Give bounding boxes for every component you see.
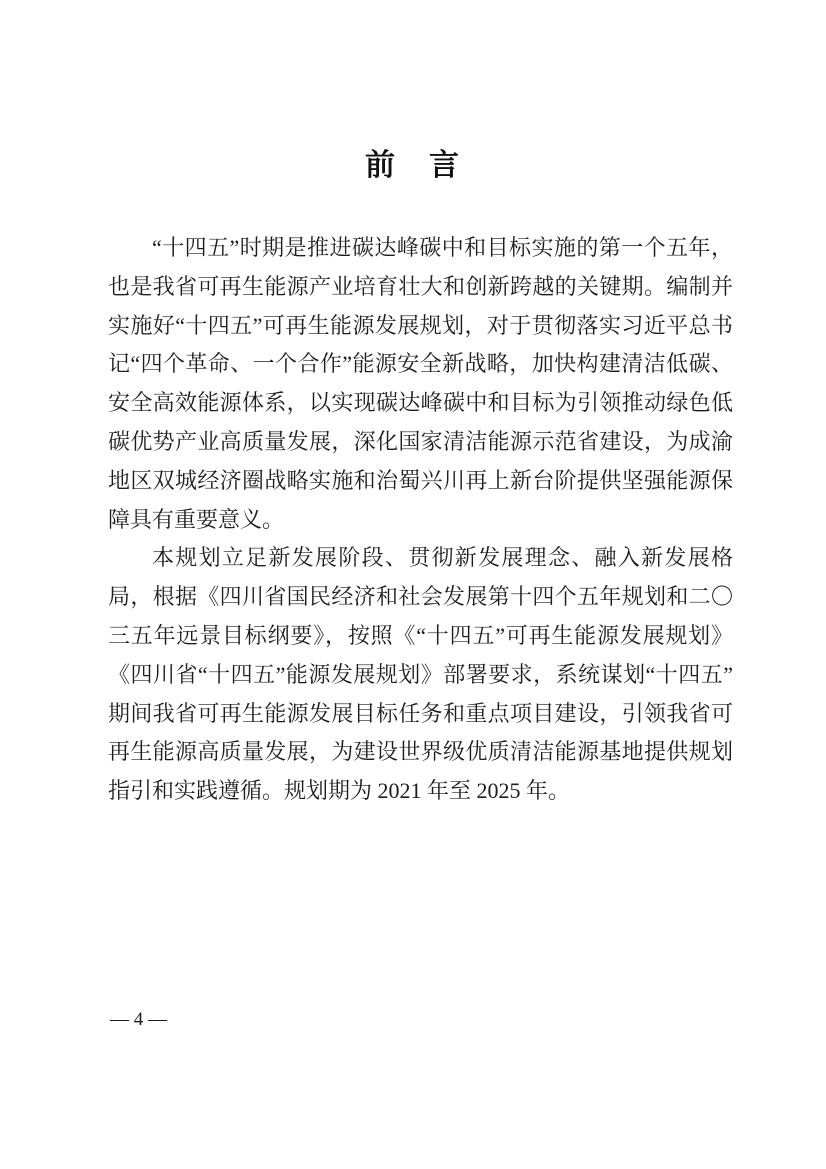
paragraph-2: 本规划立足新发展阶段、贯彻新发展理念、融入新发展格局，根据《四川省国民经济和社会发展第十四个五年规划和二〇三五年远景目标纲要》，按照《“十四五”可再生能源发展规划》《四川省“十四五”能源发展规划》部署要求，系统谋划“十四五”期间我省可再生能源发展目标任务和重点项目建设，引领我省可再生能源高质量发展，为建设世界级优质清洁能源基地提供规划指引和实践遵循。规划期为 2021 年至 2025 年。 [108,545,733,804]
page-title: 前 言 [365,149,461,182]
document-body [108,229,733,811]
paragraph-1: “十四五”时期是推进碳达峰碳中和目标实施的第一个五年，也是我省可再生能源产业培育壮大和创新跨越的关键期。编制并实施好“十四五”可再生能源发展规划，对于贯彻落实习近平总书记“四个革命、一个合作”能源安全新战略，加快构建清洁低碳、安全高效能源体系，以实现碳达峰碳中和目标为引领推动绿色低碳优势产业高质量发展，深化国家清洁能源示范省建设，为成渝地区双城经济圈战略实施和治蜀兴川再上新台阶提供坚强能源保障具有重要意义。 [108,235,733,532]
page-number: — 4 — [110,1009,167,1030]
